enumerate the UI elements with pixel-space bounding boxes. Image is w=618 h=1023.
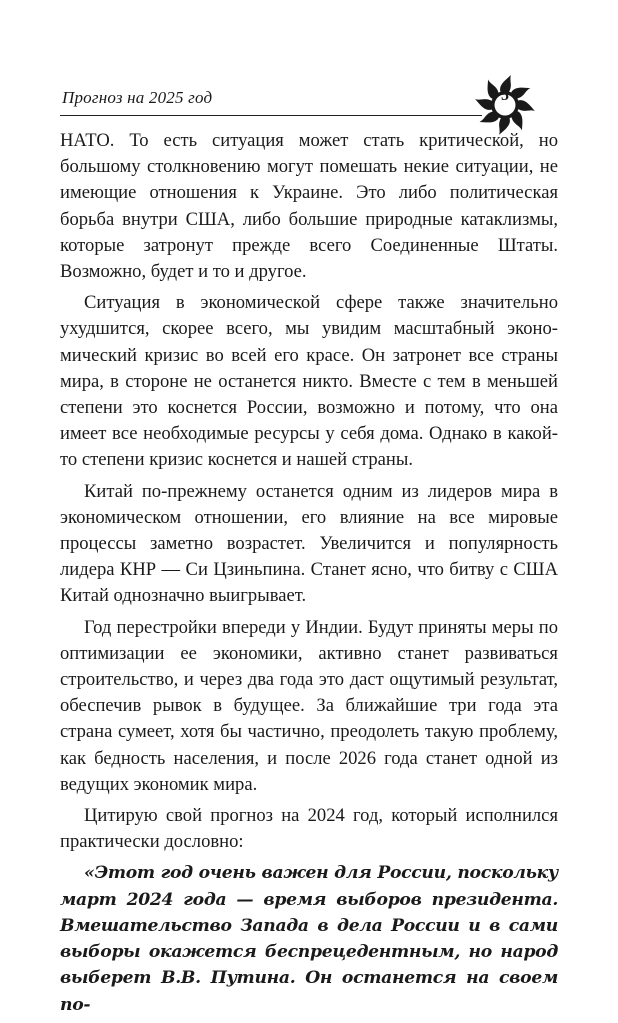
paragraph: Китай по-прежнему останется одним из лидеров мира в экономическом отношении, его влияние на все мировые процессы заметно возрастет. Увеличится и популярность лидера КНР — Си Цзиньпина. Станет ясно, что битву с США Китай однозначно выигрывает. [60, 480, 558, 607]
paragraph: Цитирую свой прогноз на 2024 год, который исполнился практически дословно: [60, 805, 558, 853]
quote-paragraph: «Этот год очень важен для России, поскольку март 2024 года — время выборов президента. Вмешательство Запада в дела России и в сами выборы окажется беспрецедентным, но народ выберет В.В. Путина. Он останется на своем по- [60, 863, 558, 1015]
page-number: 5 [501, 87, 509, 104]
paragraph: Ситуация в экономической сфере также значительно ухудшится, скорее всего, мы увидим масштабный экономический кризис во всей его красе. Он затронет все страны мира, в стороне не останется никто. Вместе с тем в меньшей степени это коснется России, возможно и потому, что она имеет все необходимые ресурсы у себя дома. Однако в какой-то степени кризис коснется и нашей страны. [60, 292, 558, 471]
paragraph: Год перестройки впереди у Индии. Будут приняты меры по оптимизации ее экономики, активно станет развиваться строительство, и через два года это даст ощутимый результат, обеспечив рывок в будущее. За ближайшие три года эта страна сумеет, хотя бы частично, преодолеть такую проблему, как бедность населения, и после 2026 года станет одной из ведущих экономик мира. [60, 616, 558, 795]
paragraph: НАТО. То есть ситуация может стать критической, но большому столкновению могут помешать некие ситуации, не имеющие отношения к Украине. Это либо политическая борьба внутри США, либо большие природные катаклизмы, которые затронут прежде всего Соединенные Штаты. Возможно, будет и то и другое. [60, 130, 558, 283]
body-text [60, 128, 558, 1023]
header-rule [60, 115, 482, 116]
running-title: Прогноз на 2025 год [62, 88, 213, 107]
page-header [60, 78, 558, 118]
